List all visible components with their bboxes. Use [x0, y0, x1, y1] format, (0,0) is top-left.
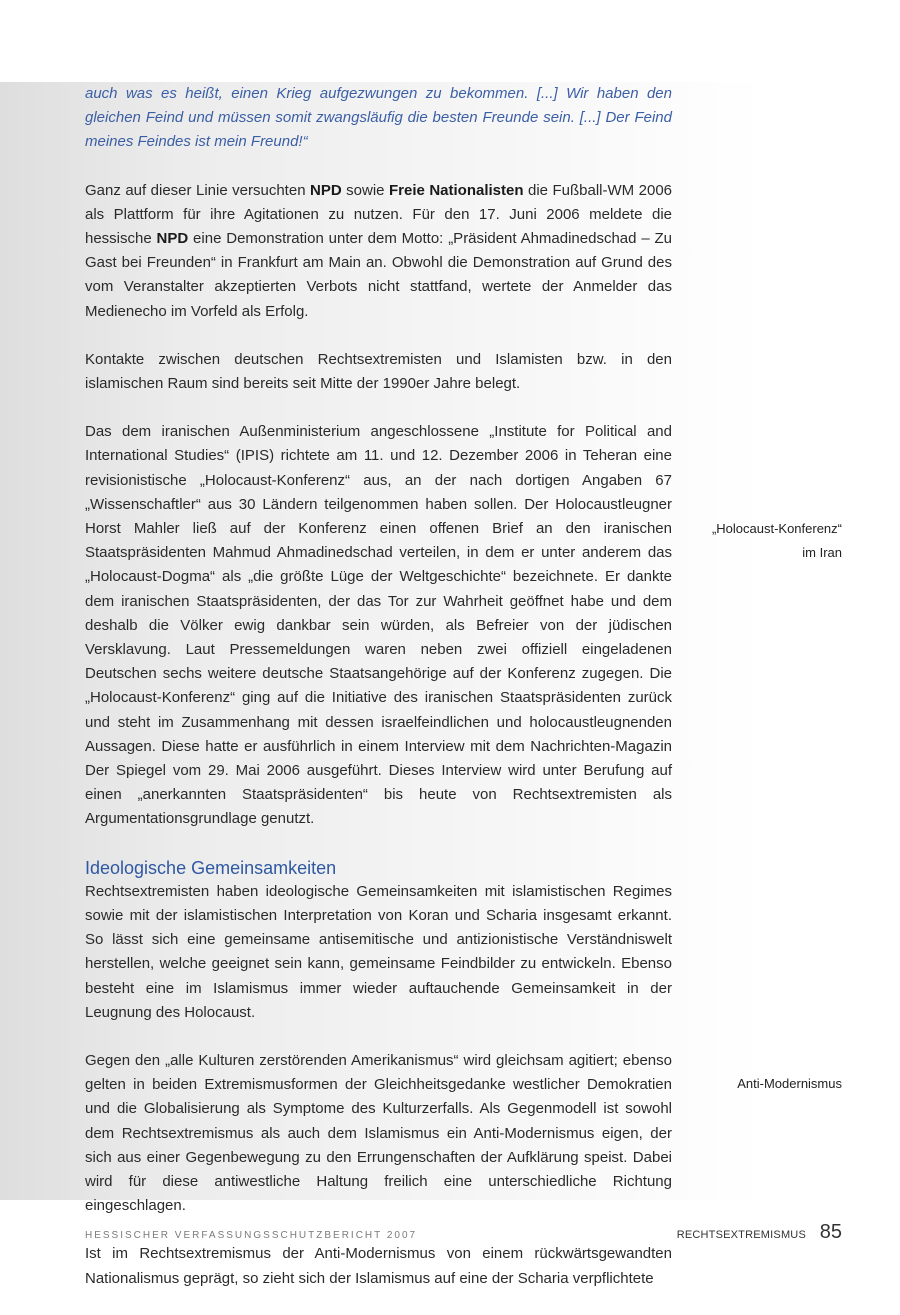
paragraph-npd-wm [85, 179, 672, 324]
quote-paragraph: auch was es heißt, einen Krieg aufgezwungen zu bekommen. [...] Wir haben den gleichen Feind und müssen somit zwangsläufig die besten Freunde sein. [...] Der Feind meines Feindes ist mein Freund!“ [85, 85, 672, 151]
page-number: 85 [819, 1221, 842, 1243]
para1-bold-freie-nationalisten: Freie Nationalisten [389, 181, 524, 199]
para1-bold-npd: NPD [310, 181, 342, 199]
margin-note-line-2: im Iran [802, 545, 842, 560]
paragraph-anti-modernismus: Ist im Rechtsextremismus der Anti-Modernismus von einem rückwärtsgewandten Nationalismus geprägt, so zieht sich der Islamismus auf eine der Scharia verpflichtete [85, 1245, 672, 1287]
paragraph-kontakte: Kontakte zwischen deutschen Rechtsextremisten und Islamisten bzw. in den islamischen Raum sind bereits seit Mitte der 1990er Jahre belegt. [85, 350, 672, 393]
paragraph-holocaust-konferenz: Das dem iranischen Außenministerium angeschlossene „Institute for Political and International Studies“ (IPIS) richtete am 11. und 12. Dezember 2006 in Teheran eine revisionistische „Holocaust-Konferenz“ aus, an der nach dortigen Angaben 67 „Wissenschaftler“ aus 30 Ländern teilgenommen haben sollen. Der Holocaustleugner Horst Mahler ließ auf der Konferenz einen offenen Brief an den iranischen Staatspräsidenten Mahmud Ahmadinedschad verteilen, in dem er unter anderem das „Holocaust-Dogma“ als „die größte Lüge der Weltgeschichte“ bezeichnete. Er dankte dem iranischen Staatspräsidenten, der das Tor zur Wahrheit geöffnet habe und dem deshalb die Völker ewig dankbar sein würden, als Befreier von der jüdischen Versklavung. Laut Pressemeldungen waren neben zwei offiziell eingeladenen Deutschen sechs weitere deutsche Staatsangehörige auf der Konferenz zugegen. Die „Holocaust-Konferenz“ ging auf die Initiative des iranischen Staatspräsidenten zurück und steht im Zusammenhang mit dessen israelfeindlichen und holocaustleugnenden Aussagen. Diese hatte er ausführlich in einem Interview mit dem Nachrichten-Magazin Der Spiegel vom 29. Mai 2006 ausgeführt. Dieses Interview wird unter Berufung auf einen „anerkannten Staatspräsidenten“ bis heute von Rechtsextremisten als Argumentationsgrundlage genutzt. [85, 423, 672, 828]
paragraph-amerikanismus: Gegen den „alle Kulturen zerstörenden Amerikanismus“ wird gleichsam agitiert; ebenso gelten in beiden Extremismusformen der Gleichheitsgedanke westlicher Demokratien und die Globalisierung als Symptome des Kulturzerfalls. Als Gegenmodell ist sowohl dem Rechtsextremismus als auch dem Islamismus ein Anti-Modernismus eigen, der sich aus einer Gegenbewegung zu den Errungenschaften der Aufklärung speist. Dabei wird für diese antiwestliche Haltung freilich eine unterschiedliche Richtung eingeschlagen. [85, 1051, 672, 1215]
paragraph-gemeinsamkeiten: Rechtsextremisten haben ideologische Gemeinsamkeiten mit islamistischen Regimes sowie mit der islamistischen Interpretation von Koran und Scharia insgesamt erkannt. So lässt sich eine gemeinsame antisemitische und antizionistische Verständniswelt herstellen, welche geeignet sein kann, gemeinsame Feindbilder zu entwickeln. Ebenso besteht eine im Islamismus immer wieder auftauchende Gemeinsamkeit in der Leugnung des Holocaust. [85, 882, 672, 1021]
para1-bold-npd-2: NPD [156, 230, 189, 248]
para1-text-1: Ganz auf dieser Linie versuchten [85, 181, 311, 199]
margin-note-line-1: „Holocaust-Konferenz“ [711, 521, 842, 536]
margin-note-holocaust-konferenz [662, 517, 842, 565]
para1-text-3: die Fußball-WM 2006 als Plattform für ihre Agitationen zu nutzen. Für den 17. Juni 2006 meldete die hessische [85, 181, 672, 248]
para1-text-2: sowie [341, 181, 389, 199]
footer-section-name: RECHTSEXTREMISMUS [676, 1229, 806, 1241]
footer-publication-title: HESSISCHER VERFASSUNGSSCHUTZBERICHT 2007 [85, 1230, 418, 1241]
para1-text-4: eine Demonstration unter dem Motto: „Präsident Ahmadinedschad – Zu Gast bei Freunden“ in Frankfurt am Main an. Obwohl die Demonstration auf Grund des vom Veranstalter akzeptierten Verbots nicht stattfand, wertete der Anmelder das Medienecho im Vorfeld als Erfolg. [85, 230, 672, 320]
main-text-column [85, 82, 672, 1315]
section-heading: Ideologische Gemeinsamkeiten [85, 857, 337, 878]
margin-note-anti-modernismus: Anti-Modernismus [737, 1076, 842, 1091]
